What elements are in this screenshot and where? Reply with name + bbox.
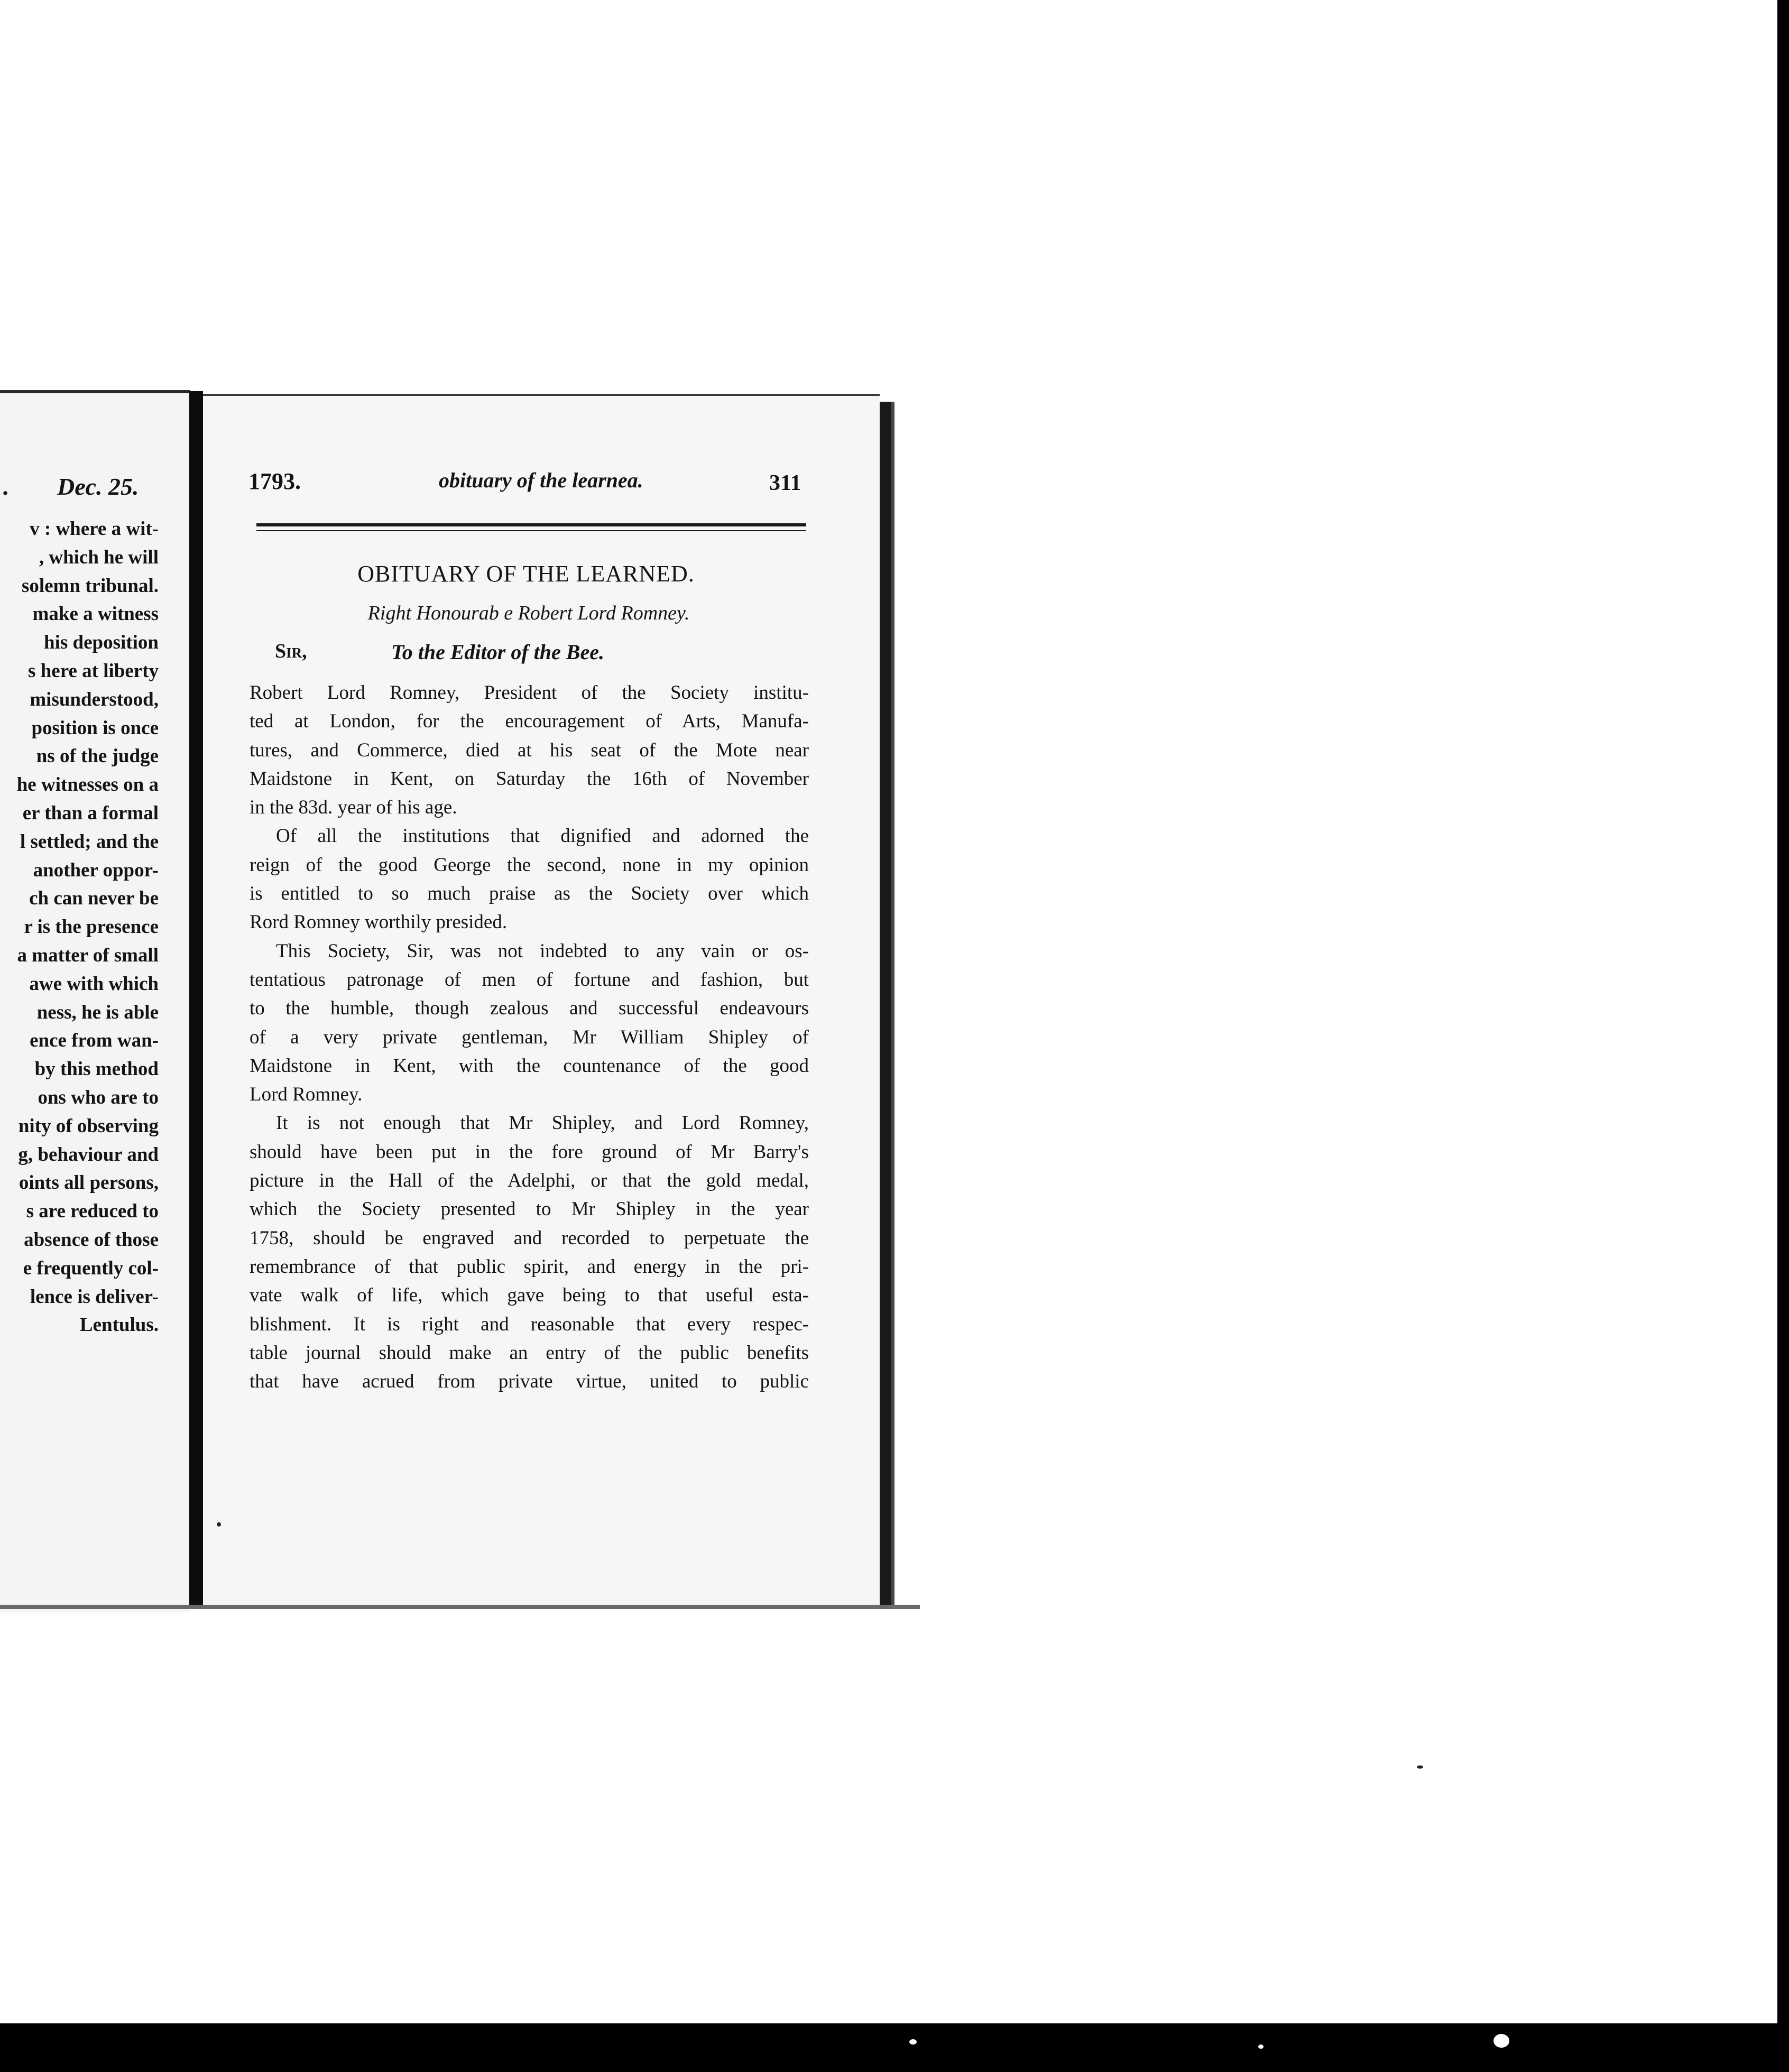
text-line: he witnesses on a <box>16 774 159 796</box>
book-spine <box>189 391 203 1607</box>
text-line: another oppor- <box>33 859 159 881</box>
text-line: make a witness <box>32 603 159 625</box>
running-header-title: obituary of the learnea. <box>439 468 643 492</box>
article-subject: Right Honourab e Robert Lord Romney. <box>367 602 690 624</box>
scan-speck <box>1417 1765 1423 1769</box>
header-rule <box>256 523 806 526</box>
text-line: tures, and Commerce, died at his seat of the Mote near <box>250 739 809 761</box>
header-rule-thin <box>256 530 806 531</box>
text-line: remembrance of that public spirit, and energy in the pri- <box>250 1255 809 1278</box>
scan-speck <box>217 1522 221 1527</box>
text-line: lence is deliver- <box>30 1285 159 1308</box>
text-line: v : where a wit- <box>30 518 159 540</box>
text-line: ness, he is able <box>36 1001 159 1023</box>
text-line: er than a formal <box>22 802 159 824</box>
text-line: Of all the institutions that dignified and adorned the <box>276 825 809 847</box>
text-line: s here at liberty <box>28 660 159 682</box>
text-line: s are reduced to <box>26 1200 159 1223</box>
scanner-frame-bottom <box>0 2023 1789 2072</box>
text-line: should have been put in the fore ground of Mr Barry's <box>250 1141 809 1163</box>
text-line: ons who are to <box>38 1086 159 1108</box>
page-bottom-edge <box>0 1605 920 1609</box>
text-line: a matter of small <box>17 944 159 966</box>
text-line: by this method <box>34 1058 159 1080</box>
text-line: of a very private gentleman, Mr William Shipley of <box>250 1026 809 1048</box>
text-line: reign of the good George the second, none in my opinion <box>250 854 809 876</box>
text-line: ns of the judge <box>36 745 159 767</box>
text-line: picture in the Hall of the Adelphi, or that the gold medal, <box>250 1170 809 1192</box>
text-line: , which he will <box>39 546 159 568</box>
text-line: tentatious patronage of men of fortune and fashion, but <box>250 968 809 991</box>
text-line: table journal should make an entry of the public benefits <box>250 1342 809 1364</box>
text-line: l settled; and the <box>20 830 159 853</box>
text-line: It is not enough that Mr Shipley, and Lord Romney, <box>276 1112 809 1134</box>
article-title: OBITUARY OF THE LEARNED. <box>357 561 695 587</box>
text-line: Rord Romney worthily presided. <box>250 911 508 933</box>
text-line: nity of observing <box>18 1115 159 1137</box>
page-number: 311 <box>769 471 801 495</box>
text-line: absence of those <box>24 1228 159 1251</box>
text-line: solemn tribunal. <box>21 575 159 597</box>
scan-speck <box>1258 2045 1264 2049</box>
left-page-text <box>0 515 159 1339</box>
text-line: ch can never be <box>29 887 159 910</box>
text-line: ence from wan- <box>30 1030 159 1052</box>
left-header-date: Dec. 25. <box>57 473 139 500</box>
text-line: awe with which <box>29 973 159 995</box>
text-line: to the humble, though zealous and successful endeavours <box>250 997 809 1020</box>
scan-speck <box>909 2039 917 2045</box>
text-line: that have acrued from private virtue, united to public <box>250 1371 809 1393</box>
text-line: Maidstone in Kent, on Saturday the 16th of November <box>250 767 809 790</box>
article-body <box>250 679 809 1396</box>
text-line: g, behaviour and <box>18 1143 159 1166</box>
text-line: oints all persons, <box>19 1172 159 1194</box>
salutation: Sir, <box>275 640 307 662</box>
signature-line: Lentulus. <box>79 1314 159 1336</box>
text-line: This Society, Sir, was not indebted to any vain or os- <box>276 940 809 962</box>
text-line: vate walk of life, which gave being to that useful esta- <box>250 1284 809 1307</box>
scan-speck <box>1493 2034 1509 2048</box>
text-line: r is the presence <box>24 916 159 938</box>
text-line: misunderstood, <box>30 688 159 710</box>
text-line: his deposition <box>44 632 159 654</box>
text-line: e frequently col- <box>23 1257 159 1279</box>
scanner-frame-right <box>1777 0 1789 2072</box>
text-line: Robert Lord Romney, President of the Society institu- <box>250 682 809 704</box>
text-line: Maidstone in Kent, with the countenance of the good <box>250 1054 809 1077</box>
addressee: To the Editor of the Bee. <box>391 640 604 664</box>
text-line: which the Society presented to Mr Shipley in the year <box>250 1198 809 1220</box>
text-line: ted at London, for the encouragement of Arts, Manufa- <box>250 710 809 733</box>
page-edge <box>880 402 891 1607</box>
text-line: position is once <box>31 717 159 739</box>
text-line: is entitled to so much praise as the Society over which <box>250 883 809 905</box>
text-line: in the 83d. year of his age. <box>250 797 457 819</box>
left-page <box>0 390 190 1612</box>
text-line: blishment. It is right and reasonable that every respec- <box>250 1313 809 1335</box>
text-line: 1758, should be engraved and recorded to perpetuate the <box>250 1227 809 1249</box>
left-header-mark: . <box>3 473 10 500</box>
running-header-year: 1793. <box>248 468 301 494</box>
text-line: Lord Romney. <box>250 1084 363 1106</box>
